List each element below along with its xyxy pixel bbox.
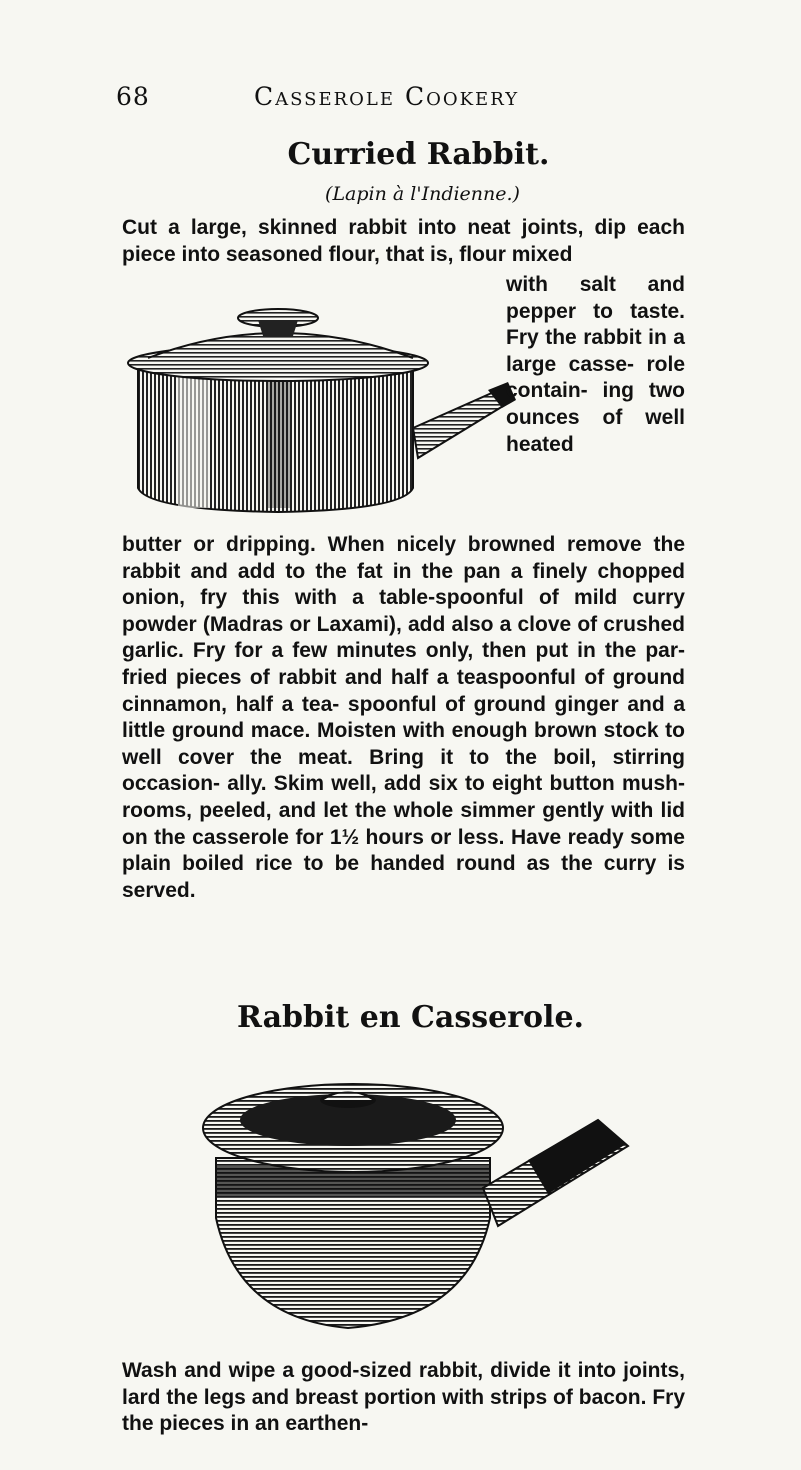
shallow-casserole-illustration bbox=[198, 1048, 638, 1342]
recipe-title-curried-rabbit: Curried Rabbit. bbox=[287, 137, 550, 172]
page-header bbox=[116, 82, 556, 122]
running-title: Casserole Cookery bbox=[254, 82, 520, 111]
recipe-title-rabbit-en-casserole: Rabbit en Casserole. bbox=[237, 1000, 584, 1035]
recipe1-paragraph-side: with salt and pepper to taste. Fry the rabbit in a large casse- role contain- ing two ounces of well heated bbox=[506, 273, 685, 456]
tall-casserole-illustration bbox=[118, 288, 518, 524]
recipe1-paragraph-top: Cut a large, skinned rabbit into neat joints, dip each piece into seasoned flour, that is, flour mixed bbox=[122, 216, 685, 266]
recipe2-paragraph: Wash and wipe a good-sized rabbit, divide it into joints, lard the legs and breast portion with strips of bacon. Fry the pieces in an earthen- bbox=[122, 1359, 685, 1436]
recipe-subtitle: (Lapin à l'Indienne.) bbox=[325, 183, 520, 205]
page-number: 68 bbox=[116, 82, 150, 111]
recipe1-paragraph-body: butter or dripping. When nicely browned remove the rabbit and add to the fat in the pan a finely chopped onion, fry this with a table-spoonful of mild curry powder (Madras or Laxami), add also a clove of crushed garlic. Fry for a few minutes only, then put in the par-fried pieces of rabbit and half a teaspoonful of ground cinnamon, half a tea- spoonful of ground ginger and a little ground mace. Moisten with enough brown stock to well cover the meat. Bring it to the boil, stirring occasion- ally. Skim well, add six to eight button mush- rooms, peeled, and let the whole simmer gently with lid on the casserole for 1½ hours or less. Have ready some plain boiled rice to be handed round as the curry is served. bbox=[122, 533, 685, 902]
